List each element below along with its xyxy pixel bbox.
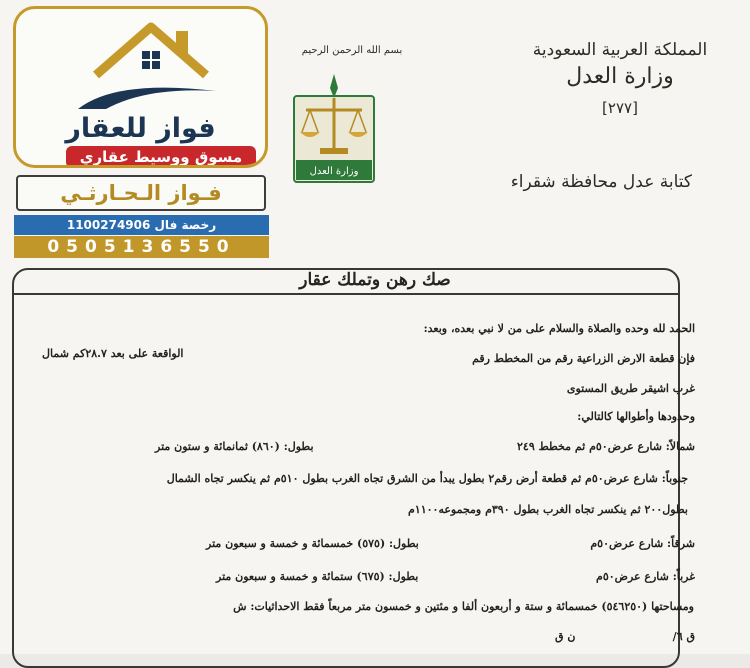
bismillah: بسم الله الرحمن الرحيم <box>301 45 403 56</box>
deed-line-south-cont: بطول٢٠٠ ثم ينكسر تجاه الغرب بطول ٣٩٠م ومجموعه١١٠٠م <box>407 503 688 516</box>
deed-line-west: غرباً: شارع عرض٥٠م <box>596 570 695 583</box>
notary-office: كتابة عدل محافظة شقراء <box>510 172 692 192</box>
broker-brand-name: فواز للعقار <box>65 113 216 144</box>
broker-logo-card <box>13 6 268 168</box>
deed-north-length: بطول: (٨٦٠) ثمانمائة و ستون متر <box>155 440 314 453</box>
deed-line-3: غرب اشيقر طريق المستوى <box>566 382 695 395</box>
broker-name: فـواز الـحـارثـي <box>16 175 266 211</box>
ministry-emblem-icon <box>290 68 378 186</box>
deed-line-coord-1: ق ٦/ <box>672 630 695 643</box>
deed-line-south: جنوباً: شارع عرض٥٠م ثم قطعة أرض رقم٢ بطول يبدأ من الشرق تجاه الغرب بطول ٥١٠م ثم ينكسر تجاه الشمال <box>166 472 688 485</box>
document-number: [٢٧٧] <box>602 99 638 117</box>
deed-west-length: بطول: (٦٧٥) ستمائة و خمسة و سبعون متر <box>216 570 419 583</box>
title-divider <box>14 293 678 295</box>
ministry-name: وزارة العدل <box>566 64 674 89</box>
deed-line-4: وحدودها وأطوالها كالتالي: <box>577 410 695 423</box>
ministry-header <box>520 40 720 117</box>
emblem-label: وزارة العدل <box>309 166 359 177</box>
deed-line-coord-2: ن ق <box>555 630 576 643</box>
house-logo-icon <box>76 17 226 109</box>
kingdom-name: المملكة العربية السعودية <box>532 40 708 60</box>
broker-tagline: مسوق ووسيط عقاري <box>66 146 256 168</box>
broker-license: رخصة فال 1100274906 <box>14 215 269 235</box>
deed-line-2: فإن قطعة الارض الزراعية رقم من المخطط رقم <box>472 352 695 365</box>
deed-line-area: ومساحتها (٥٤٦٢٥٠) خمسمائة و ستة و أربعون ألفا و مئتين و خمسون متر مربعاً فقط الاحداثيات: ش <box>233 600 694 613</box>
deed-title: صك رهن وتملك عقار <box>299 270 451 290</box>
broker-phone: 0505136550 <box>14 236 269 258</box>
deed-east-length: بطول: (٥٧٥) خمسمائة و خمسة و سبعون متر <box>206 537 419 550</box>
deed-line-east: شرقاً: شارع عرض٥٠م <box>590 537 695 550</box>
deed-line-1: الحمد لله وحده والصلاة والسلام على من لا نبي بعده، وبعد: <box>423 322 695 335</box>
deed-line-north: شمالاً: شارع عرض٥٠م ثم مخطط ٢٤٩ <box>517 440 695 453</box>
deed-location: الواقعة على بعد ٢٨.٧كم شمال <box>42 347 184 360</box>
